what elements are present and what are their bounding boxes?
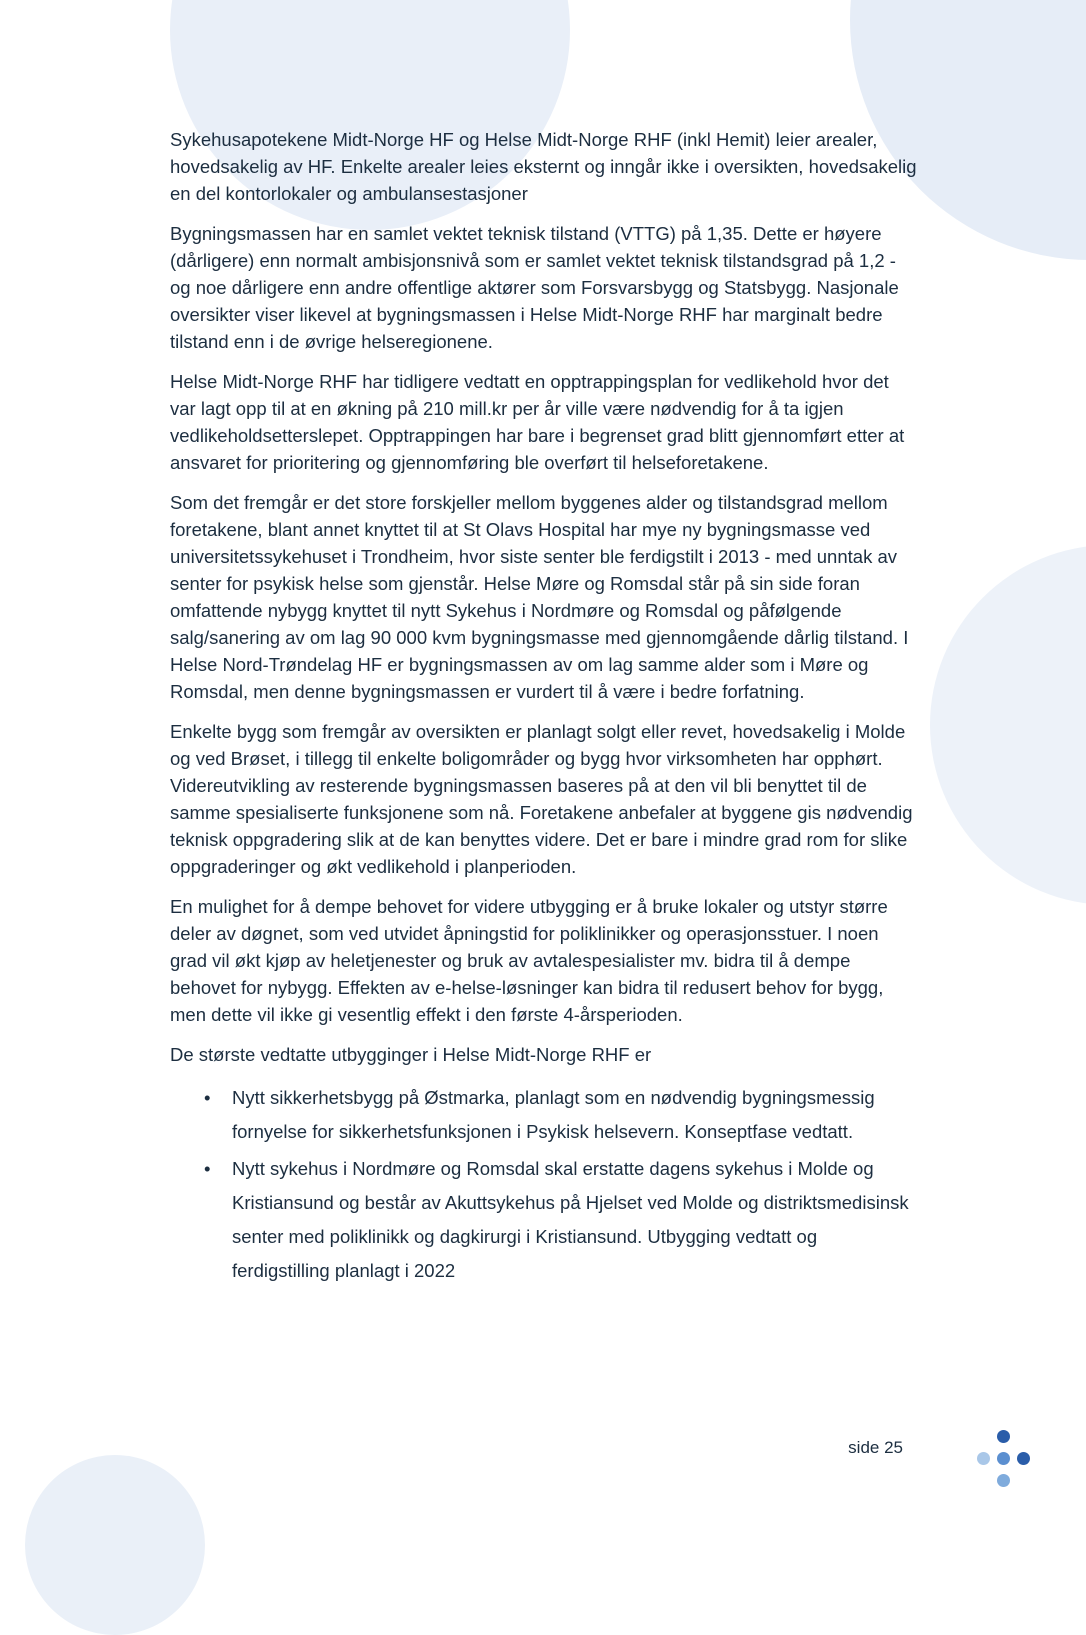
paragraph-demand-reduction: En mulighet for å dempe behovet for videre utbygging er å bruke lokaler og utstyr større deler av døgnet, som ved utvidet åpningstid for poliklinikker og operasjonsstuer. I noen grad vil økt kjøp av heletjenester og bruk av avtalespesialister mv. bidra til å dempe behovet for nybygg. Effekten av e-helse-løsninger kan bidra til redusert behov for bygg, men dette vil ikke gi vesentlig effekt i den første 4-årsperioden. (170, 896, 888, 1025)
helse-midt-norge-logo-dots (975, 1428, 1035, 1492)
paragraph-maintenance-plan: Helse Midt-Norge RHF har tidligere vedtatt en opptrappingsplan for vedlikehold hvor det var lagt opp til at en økning på 210 mill.kr per år ville være nødvendig for å ta igjen vedlikeholdsetterslepet. Opptrappingen har bare i begrenset grad blitt gjennomført etter at ansvaret for prioritering og gjennomføring ble overført til helseforetakene. (170, 371, 905, 473)
paragraph-largest-developments-intro: De største vedtatte utbygginger i Helse Midt-Norge RHF er (170, 1044, 652, 1065)
paragraph-technical-condition: Bygningsmassen har en samlet vektet teknisk tilstand (VTTG) på 1,35. Dette er høyere (dårligere) enn normalt ambisjonsnivå som er samlet vektet teknisk tilstandsgrad på 1,2 - og noe dårligere enn andre offentlige aktører som Forsvarsbygg og Statsbygg. Nasjonale oversikter viser likevel at bygningsmassen i Helse Midt-Norge RHF har marginalt bedre tilstand enn i de øvrige helseregionene. (170, 223, 899, 352)
paragraph-planned-sales: Enkelte bygg som fremgår av oversikten er planlagt solgt eller revet, hovedsakelig i Molde og ved Brøset, i tillegg til enkelte boligområder og bygg hvor virksomheten har opphørt. Videreutvikling av resterende bygningsmassen baseres på at den vil bli benyttet til de samme spesialiserte funksjonene som nå. Foretakene anbefaler at byggene gis nødvendig teknisk oppgradering slik at de kan benyttes videre. Det er bare i mindre grad rom for slike oppgraderinger og økt vedlikehold i planperioden. (170, 721, 913, 877)
logo-dot-bottom (997, 1474, 1010, 1487)
document-body (170, 126, 918, 1291)
bullet-list (170, 1081, 918, 1288)
list-item-nordmore-romsdal: • Nytt sykehus i Nordmøre og Romsdal skal erstatte dagens sykehus i Molde og Kristiansund og består av Akuttsykehus på Hjelset ved Molde og distriktsmedisinsk senter med poliklinikk og dagkirurgi i Kristiansund. Utbygging vedtatt og ferdigstilling planlagt i 2022 (170, 1152, 918, 1288)
decorative-circle-bottom-left (25, 1455, 205, 1635)
logo-dot-right (1017, 1452, 1030, 1465)
list-item-ostmarka: • Nytt sikkerhetsbygg på Østmarka, planlagt som en nødvendig bygningsmessig fornyelse for sikkerhetsfunksjonen i Psykisk helsevern. Konseptfase vedtatt. (170, 1081, 918, 1149)
decorative-circle-right-middle (930, 545, 1086, 905)
logo-dot-left (977, 1452, 990, 1465)
paragraph-leased-areas: Sykehusapotekene Midt-Norge HF og Helse Midt-Norge RHF (inkl Hemit) leier arealer, hovedsakelig av HF. Enkelte arealer leies eksternt og inngår ikke i oversikten, hovedsakelig en del kontorlokaler og ambulansestasjoner (170, 129, 917, 204)
page-number: side 25 (848, 1438, 903, 1457)
logo-dot-top (997, 1430, 1010, 1443)
paragraph-building-age-differences: Som det fremgår er det store forskjeller mellom byggenes alder og tilstandsgrad mellom foretakene, blant annet knyttet til at St Olavs Hospital har mye ny bygningsmasse ved universitetssykehuset i Trondheim, hvor siste senter ble ferdigstilt i 2013 - med unntak av senter for psykisk helse som gjenstår. Helse Møre og Romsdal står på sin side foran omfattende nybygg knyttet til nytt Sykehus i Nordmøre og Romsdal og påfølgende salg/sanering av om lag 90 000 kvm bygningsmasse med gjennomgående dårlig tilstand. I Helse Nord-Trøndelag HF er bygningsmassen av om lag samme alder som i Møre og Romsdal, men denne bygningsmassen er vurdert til å være i bedre forfatning. (170, 492, 909, 702)
logo-dot-center (997, 1452, 1010, 1465)
